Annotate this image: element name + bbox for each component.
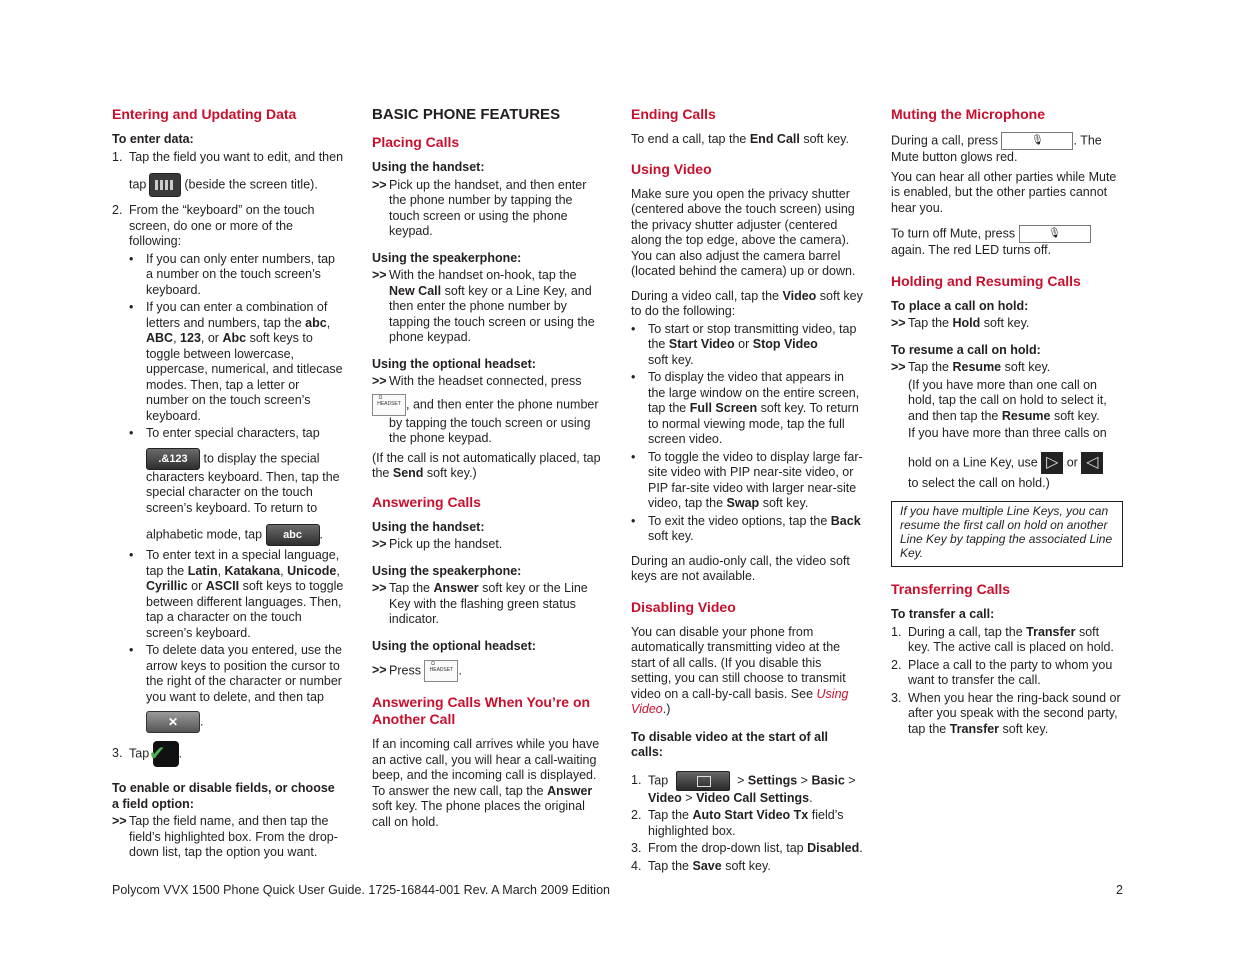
- bullet-letters-numbers: • If you can enter a combination of letters and numbers, tap the abc, ABC, 123, or Abc soft keys to toggle between lowercase, uppercase, numerical, and titlecase modes. Then, tap a letter or number on the touch screen’s keyboard.: [146, 300, 344, 424]
- bullet-special-chars: • To enter special characters, tap .&123 to display the special characters keyboard. Then, tap the special character on the touch screen’s keyboard. To return to alphabetic mode, tap abc .: [146, 426, 344, 546]
- video-bullet-fullscreen: • To display the video that appears in the large window on the entire screen, tap the Full Screen soft key. To return to normal viewing mode, tap the full screen video.: [648, 370, 863, 448]
- video-bullet-back: • To exit the video options, tap the Back soft key.: [648, 514, 863, 545]
- speakerphone-text: >> With the handset on-hook, tap the New Call soft key or a Line Key, and then enter the phone number by tapping the touch screen or using the phone keypad.: [372, 268, 595, 344]
- headset-text: >> With the headset connected, press Ω HEADSET , and then enter the phone number by tapping the touch screen or using the phone keypad.: [372, 374, 599, 445]
- headset-key-icon: Ω HEADSET: [424, 660, 458, 682]
- heading-entering-data: Entering and Updating Data: [112, 106, 297, 122]
- column-1: [112, 106, 344, 872]
- subheading-disable-all: To disable video at the start of all calls:: [631, 729, 829, 759]
- bullet-delete: • To delete data you entered, use the arrow keys to position the cursor to the right of the character or number you want to delete, and then tap ✕ .: [146, 643, 344, 733]
- disable-step-2: 2. Tap the Auto Start Video Tx field’s highlighted box.: [631, 808, 844, 838]
- enable-fields-text: >> Tap the field name, and then tap the field’s highlighted box. From the drop-down list, tap the option you want.: [112, 814, 338, 859]
- video-intro: Make sure you open the privacy shutter (centered above the touch screen) using the privacy shutter adjuster (centered along the top edge, above the camera). You can also adjust the camera barrel (located behind the camera) up or down.: [631, 186, 856, 278]
- not-placed-note: (If the call is not automatically placed, tap the Send soft key.): [372, 450, 601, 480]
- arrow-right-icon: ▷: [1041, 452, 1063, 474]
- column-4: [891, 106, 1123, 739]
- subheading-transfer: To transfer a call:: [891, 607, 995, 621]
- disable-step-4: 4. Tap the Save soft key.: [631, 858, 771, 873]
- page-footer: [112, 883, 1123, 899]
- subheading-place-hold: To place a call on hold:: [891, 298, 1029, 313]
- subheading-ans-headset: Using the optional headset:: [372, 638, 536, 653]
- video-bullet-swap: • To toggle the video to display large far-site video with PIP near-site video, or PIP far-site video with larger near-site video, tap the Swap soft key.: [648, 450, 863, 512]
- disable-step-3: 3. From the drop-down list, tap Disabled.: [631, 841, 863, 855]
- special-chars-key: .&123: [146, 448, 200, 470]
- video-softkey-intro: During a video call, tap the Video soft key to do the following:: [631, 288, 863, 318]
- footer-text: Polycom VVX 1500 Phone Quick User Guide. 1725-16844-001 Rev. A March 2009 Edition: [112, 883, 610, 897]
- handset-text: >> Pick up the handset, and then enter the phone number by tapping the touch screen or using the phone keypad.: [372, 177, 587, 238]
- heading-answering-another: Answering Calls When You’re on Another Call: [372, 694, 591, 727]
- step-1-cont: tap (beside the screen title).: [129, 173, 344, 197]
- abc-key: abc: [266, 524, 320, 546]
- transfer-step-1: 1. During a call, tap the Transfer soft key. The active call is placed on hold.: [891, 624, 1114, 654]
- resume-text: >> Tap the Resume soft key.: [891, 360, 1051, 374]
- ans-handset-text: >> Pick up the handset.: [372, 537, 503, 551]
- subheading-enable-fields: To enable or disable fields, or choose a field option:: [112, 781, 335, 811]
- delete-key-icon: ✕: [146, 711, 200, 733]
- column-3: [631, 106, 863, 876]
- audio-only-text: During an audio-only call, the video soft keys are not available.: [631, 553, 850, 583]
- heading-answering-calls: Answering Calls: [372, 493, 481, 510]
- subheading-ans-speakerphone: Using the speakerphone:: [372, 563, 522, 578]
- resume-detail-3: hold on a Line Key, use ▷ or ◁: [908, 452, 1123, 474]
- transfer-step-2: 2. Place a call to the party to whom you want to transfer the call.: [891, 657, 1113, 687]
- subheading-resume: To resume a call on hold:: [891, 342, 1041, 357]
- disable-step-1: 1. Tap > Settings > Basic > Video > Video Call Settings.: [631, 771, 863, 807]
- mute-text-2: You can hear all other parties while Mute is enabled, but the other parties cannot hear you.: [891, 169, 1117, 215]
- checkmark-icon: ✔: [153, 741, 179, 767]
- page-number: 2: [1116, 883, 1123, 897]
- step-2: 2. From the “keyboard” on the touch screen, do one or more of the following:: [112, 203, 315, 248]
- bullet-special-language: • To enter text in a special language, tap the Latin, Katakana, Unicode, Cyrillic or ASCII soft keys to toggle between different languages. Then, tap a character on the touch screen’s keyboard.: [146, 548, 344, 641]
- menu-key-icon: [676, 771, 730, 791]
- heading-transferring: Transferring Calls: [891, 581, 1011, 597]
- resume-detail-1: (If you have more than one call on hold, tap the call on hold to select it, and then tap the Resume soft key.: [908, 377, 1107, 423]
- subheading-headset: Using the optional headset:: [372, 356, 536, 371]
- mute-key-icon: 🎙: [1019, 225, 1091, 243]
- heading-placing-calls: Placing Calls: [372, 134, 460, 150]
- heading-ending-calls: Ending Calls: [631, 106, 716, 122]
- heading-basic-features: BASIC PHONE FEATURES: [372, 106, 561, 123]
- subheading-handset: Using the handset:: [372, 160, 485, 174]
- headset-key-icon: Ω HEADSET: [372, 394, 406, 416]
- heading-disabling-video: Disabling Video: [631, 598, 736, 615]
- using-video-link[interactable]: Using Video: [631, 686, 849, 716]
- resume-detail-2: If you have more than three calls on: [908, 426, 1107, 440]
- hold-text: >> Tap the Hold soft key.: [891, 316, 1030, 330]
- column-2: [372, 106, 604, 839]
- bullet-numbers: • If you can only enter numbers, tap a number on the touch screen’s keyboard.: [146, 252, 344, 299]
- transfer-step-3: 3. When you hear the ring-back sound or after you speak with the second party, tap the Transfer soft key.: [891, 690, 1121, 736]
- subheading-speakerphone: Using the speakerphone:: [372, 250, 522, 265]
- step-3: 3. Tap ✔ .: [112, 743, 183, 765]
- ending-text: To end a call, tap the End Call soft key.: [631, 132, 849, 146]
- heading-muting: Muting the Microphone: [891, 106, 1045, 122]
- step-1: 1. Tap the field you want to edit, and then: [112, 149, 344, 164]
- arrow-left-icon: ◁: [1081, 452, 1103, 474]
- resume-detail-4: to select the call on hold.): [908, 475, 1050, 490]
- mute-key-icon: 🎙: [1001, 132, 1073, 150]
- heading-using-video: Using Video: [631, 160, 712, 177]
- ans-headset-text: >> Press Ω HEADSET .: [372, 660, 604, 682]
- video-bullet-start: • To start or stop transmitting video, tap the Start Video or Stop Video soft key.: [648, 322, 863, 369]
- answering-another-text: If an incoming call arrives while you have an active call, you will hear a call-waiting beep, and the incoming call is displayed. To answer the new call, tap the Answer soft key. The phone places the original call on hold.: [372, 737, 600, 829]
- mute-text: During a call, press 🎙 . The Mute button glows red.: [891, 133, 1102, 164]
- heading-holding: Holding and Resuming Calls: [891, 272, 1081, 289]
- unmute-text: To turn off Mute, press 🎙 again. The red LED turns off.: [891, 225, 1123, 259]
- subheading-to-enter: To enter data:: [112, 132, 194, 146]
- subheading-ans-handset: Using the handset:: [372, 519, 485, 534]
- line-keys-note: If you have multiple Line Keys, you can resume the first call on hold on another Line Key by tapping the associated Line Key.: [891, 501, 1123, 567]
- ans-speakerphone-text: >> Tap the Answer soft key or the Line Key with the flashing green status indicator.: [372, 581, 588, 626]
- keyboard-icon: [149, 173, 181, 197]
- disabling-text: You can disable your phone from automatically transmitting video at the start of all calls. (If you disable this setting, you can still choose to transmit video on a call-by-call basis. See Using Video.): [631, 624, 849, 716]
